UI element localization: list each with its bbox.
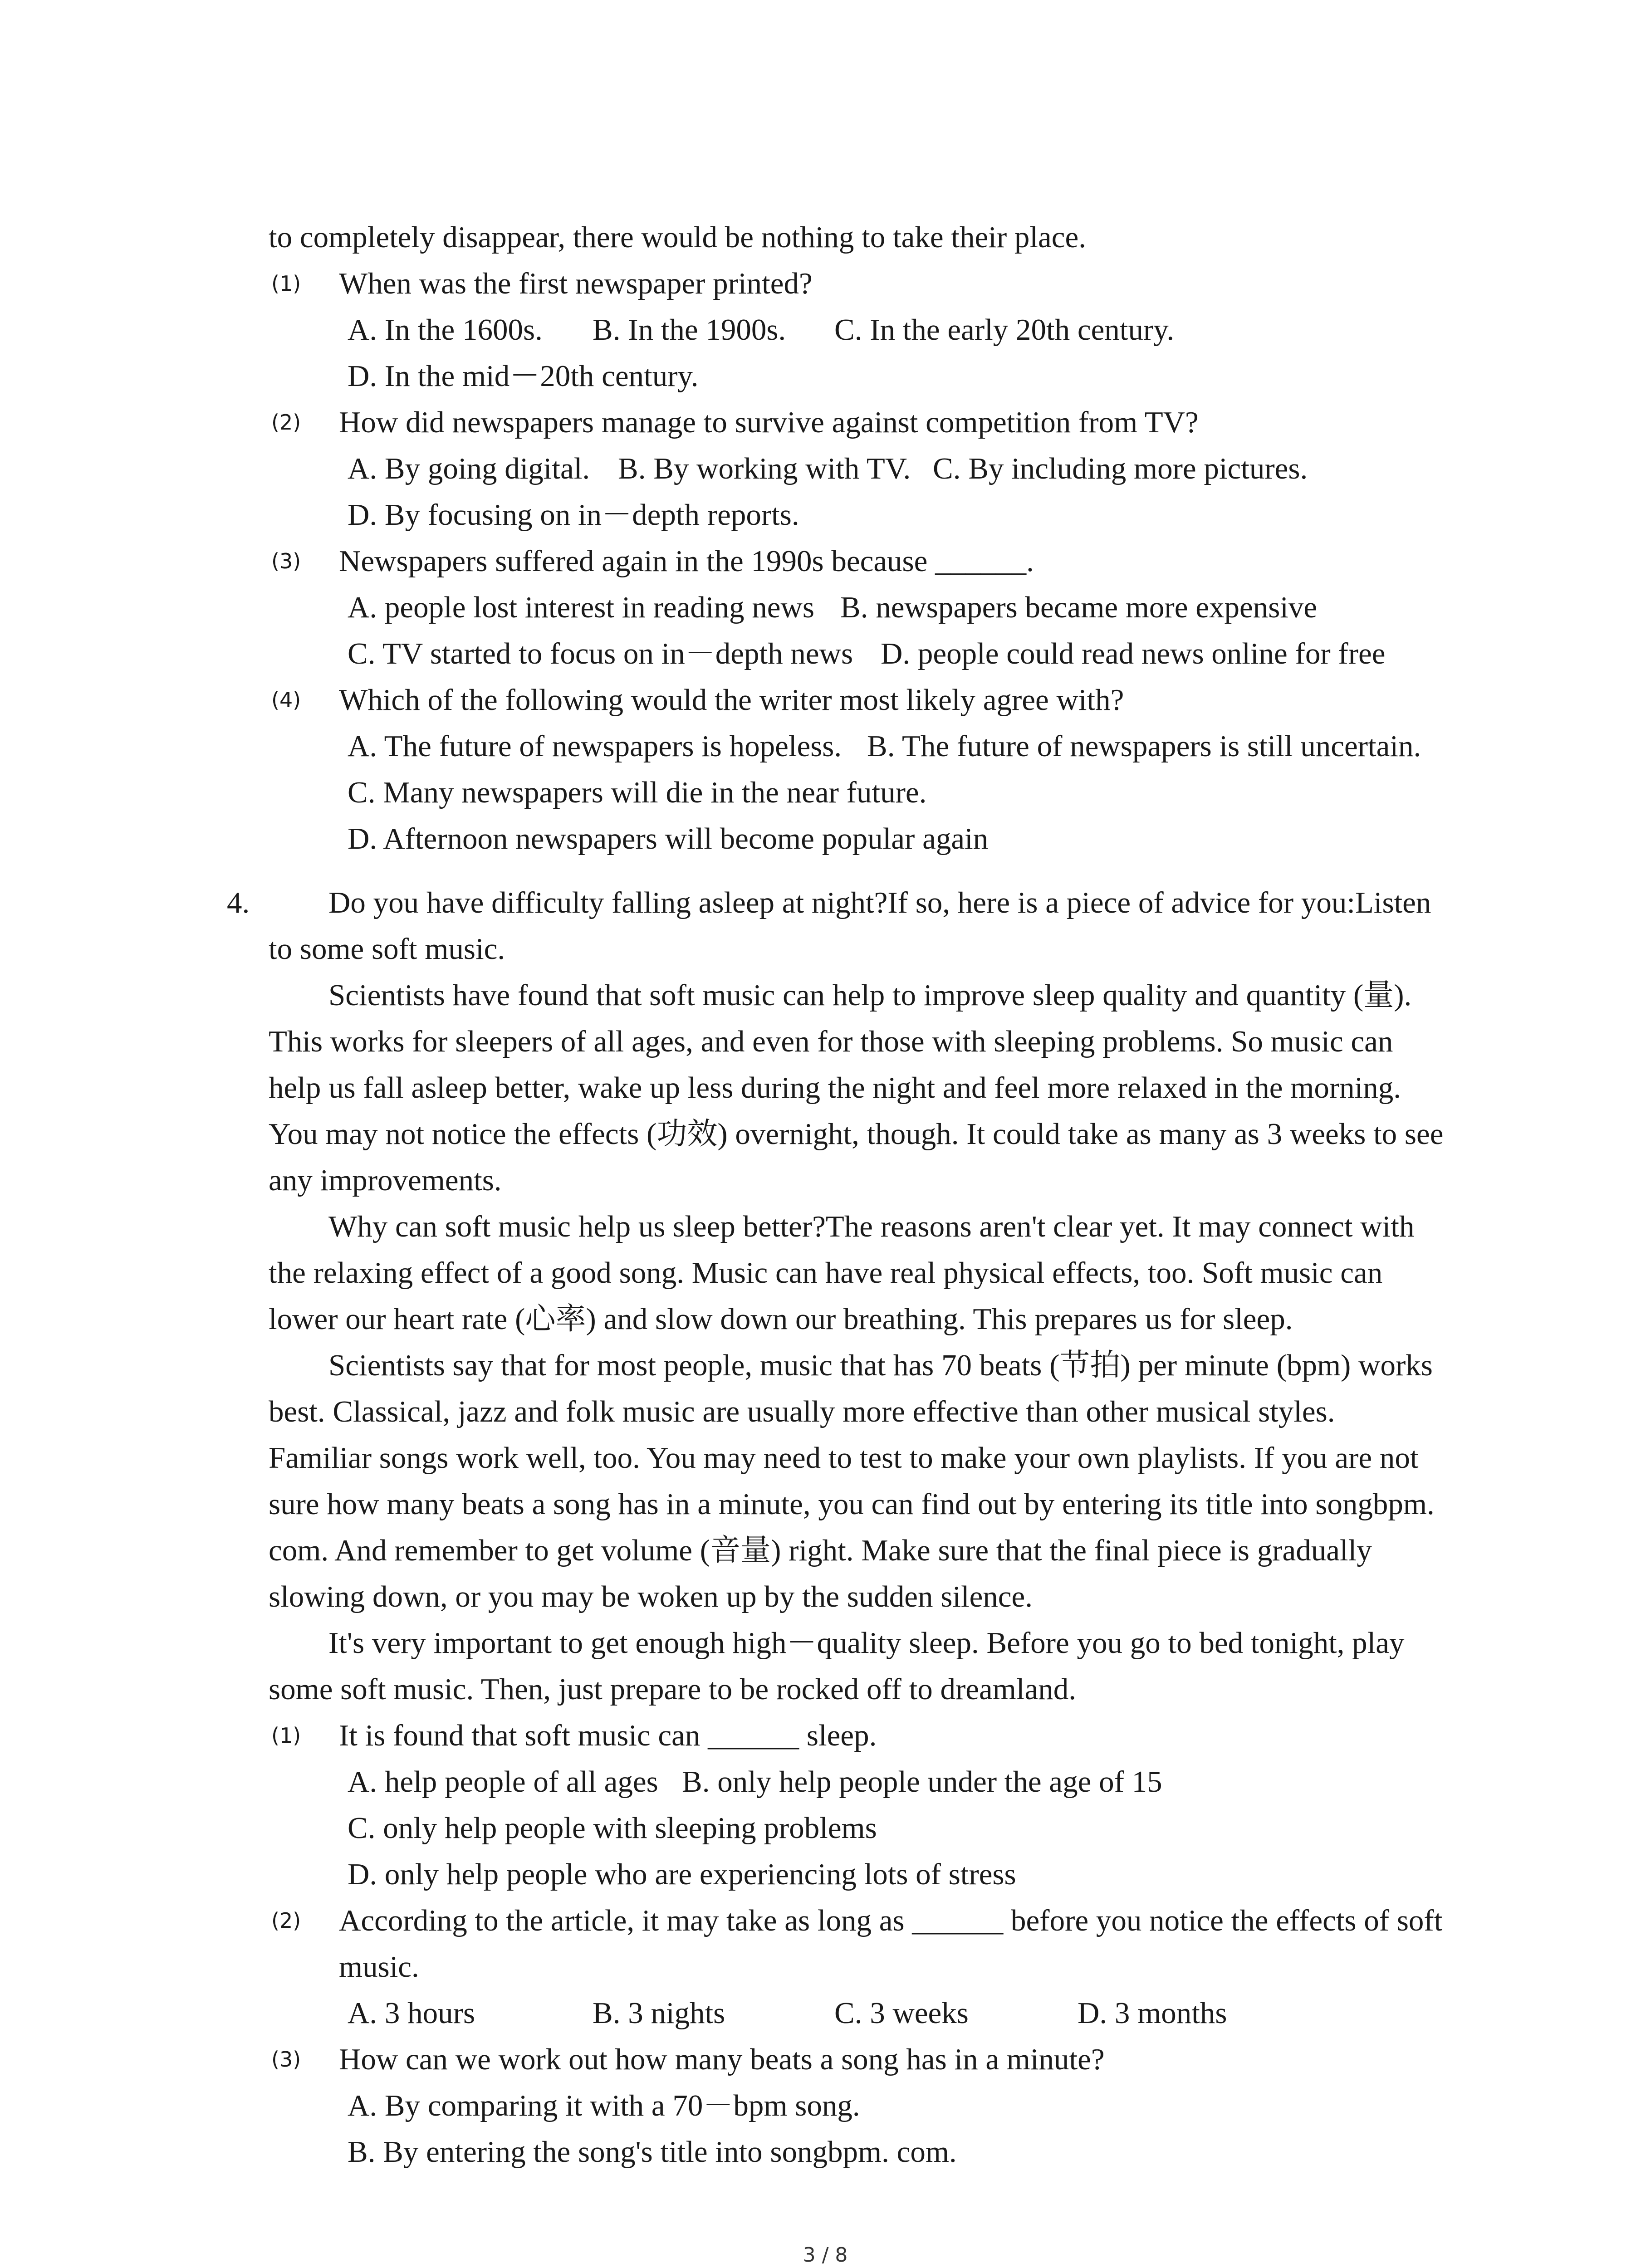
question-number: (1)	[271, 271, 301, 296]
question-number: (1)	[271, 1723, 301, 1748]
option-c: C. 3 weeks	[834, 1996, 969, 2030]
passage-line: Familiar songs work well, too. You may need to test to make your own playlists. If you are not	[269, 1441, 1419, 1475]
passage-line: to completely disappear, there would be nothing to take their place.	[269, 220, 1086, 254]
option-a: A. help people of all ages	[348, 1765, 658, 1799]
option-b: B. only help people under the age of 15	[682, 1765, 1162, 1799]
page-number: 3 / 8	[803, 2244, 848, 2267]
option-b: B. By entering the song's title into songbpm. com.	[348, 2135, 957, 2169]
passage-line: Scientists have found that soft music can help to improve sleep quality and quantity (量).	[328, 978, 1412, 1012]
option-a: A. In the 1600s.	[348, 313, 543, 347]
passage-line: Why can soft music help us sleep better?The reasons aren't clear yet. It may connect with	[328, 1210, 1415, 1243]
question-stem: music.	[339, 1950, 419, 1984]
option-a: A. people lost interest in reading news	[348, 591, 814, 624]
option-d: D. By focusing on in－depth reports.	[348, 498, 799, 532]
passage-line: Scientists say that for most people, music that has 70 beats (节拍) per minute (bpm) works	[328, 1349, 1433, 1382]
item-number: 4.	[227, 886, 250, 919]
passage-line: help us fall asleep better, wake up less during the night and feel more relaxed in the morning.	[269, 1071, 1401, 1105]
option-b: B. By working with TV.	[618, 452, 911, 485]
question-stem: How did newspapers manage to survive against competition from TV?	[339, 406, 1199, 439]
question-stem: When was the first newspaper printed?	[339, 267, 813, 300]
question-number: (2)	[271, 410, 301, 435]
passage-line: sure how many beats a song has in a minute, you can find out by entering its title into songbpm.	[269, 1487, 1435, 1521]
option-d: D. only help people who are experiencing lots of stress	[348, 1857, 1016, 1891]
passage-line: the relaxing effect of a good song. Music can have real physical effects, too. Soft music can	[269, 1256, 1383, 1290]
question-stem: According to the article, it may take as long as ______ before you notice the effects of soft	[339, 1904, 1443, 1937]
passage-line: It's very important to get enough high－quality sleep. Before you go to bed tonight, play	[328, 1626, 1405, 1660]
option-c: C. TV started to focus on in－depth news	[348, 637, 853, 670]
question-number: (3)	[271, 549, 301, 573]
question-number: (2)	[271, 1908, 301, 1933]
option-a: A. By going digital.	[348, 452, 590, 485]
question-stem: How can we work out how many beats a song has in a minute?	[339, 2043, 1105, 2076]
option-b: B. newspapers became more expensive	[840, 591, 1318, 624]
passage-line: You may not notice the effects (功效) overnight, though. It could take as many as 3 weeks to see	[269, 1117, 1444, 1151]
option-d: D. 3 months	[1078, 1996, 1227, 2030]
option-b: B. The future of newspapers is still uncertain.	[867, 729, 1421, 763]
passage-line: some soft music. Then, just prepare to be rocked off to dreamland.	[269, 1672, 1076, 1706]
passage-line: This works for sleepers of all ages, and even for those with sleeping problems. So music can	[269, 1025, 1393, 1058]
option-c: C. only help people with sleeping problems	[348, 1811, 877, 1845]
question-number: (4)	[271, 688, 301, 712]
passage-line: to some soft music.	[269, 932, 505, 966]
question-stem: It is found that soft music can ______ sleep.	[339, 1719, 877, 1752]
question-stem: Newspapers suffered again in the 1990s because ______.	[339, 544, 1034, 578]
option-a: A. 3 hours	[348, 1996, 475, 2030]
passage-line: com. And remember to get volume (音量) right. Make sure that the final piece is gradually	[269, 1534, 1372, 1567]
passage-line: Do you have difficulty falling asleep at night?If so, here is a piece of advice for you:Listen	[328, 886, 1431, 919]
option-c: C. In the early 20th century.	[834, 313, 1175, 347]
question-number: (3)	[271, 2047, 301, 2072]
option-b: B. In the 1900s.	[593, 313, 786, 347]
option-d: D. In the mid－20th century.	[348, 359, 699, 393]
option-d: D. Afternoon newspapers will become popular again	[348, 822, 989, 855]
option-c: C. By including more pictures.	[933, 452, 1308, 485]
option-a: A. The future of newspapers is hopeless.	[348, 729, 842, 763]
option-c: C. Many newspapers will die in the near future.	[348, 776, 927, 809]
passage-line: lower our heart rate (心率) and slow down our breathing. This prepares us for sleep.	[269, 1302, 1293, 1336]
option-b: B. 3 nights	[593, 1996, 725, 2030]
option-a: A. By comparing it with a 70－bpm song.	[348, 2089, 860, 2122]
passage-line: slowing down, or you may be woken up by the sudden silence.	[269, 1580, 1033, 1613]
passage-line: best. Classical, jazz and folk music are usually more effective than other musical styles.	[269, 1395, 1335, 1428]
question-stem: Which of the following would the writer most likely agree with?	[339, 683, 1124, 717]
option-d: D. people could read news online for free	[881, 637, 1386, 670]
passage-line: any improvements.	[269, 1163, 502, 1197]
